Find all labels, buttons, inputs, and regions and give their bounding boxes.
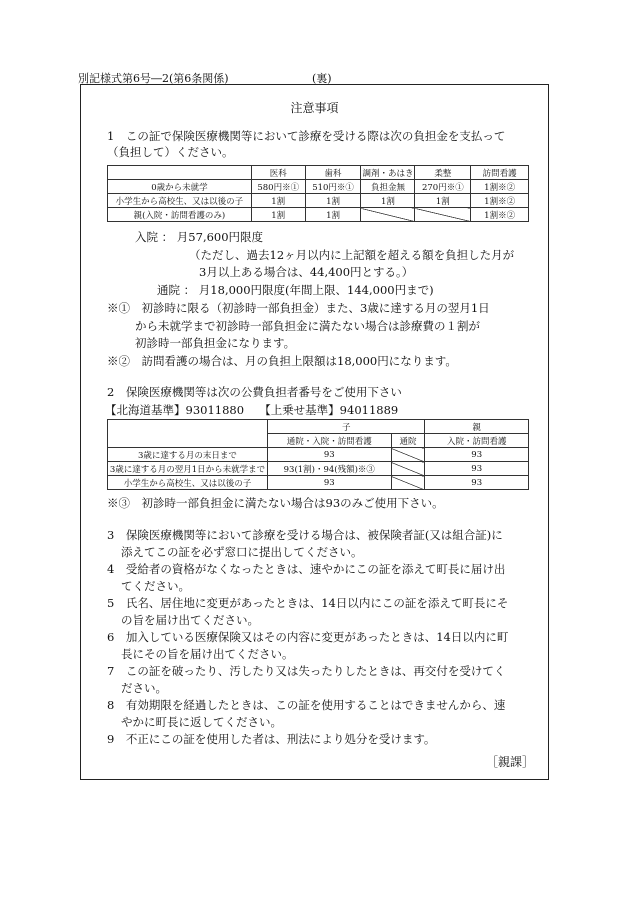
item-7-line2: ださい。 <box>121 681 167 695</box>
table-cell: 270円※① <box>415 180 471 194</box>
sub-header: 通院 <box>391 434 425 448</box>
table-row <box>108 208 529 222</box>
table-header: 調剤・あはき <box>361 166 415 180</box>
table-cell: 93 <box>267 476 391 490</box>
empty-cell <box>361 208 415 222</box>
row-label: 0歳から未就学 <box>108 180 252 194</box>
row-label: 3歳に達する月の末日まで <box>108 448 268 462</box>
table-cell: 1割 <box>305 194 361 208</box>
table-cell: 負担金無 <box>361 180 415 194</box>
table-cell: 1割※② <box>471 180 529 194</box>
nyuin-note-1: （ただし、過去12ヶ月以内に上記額を超える額を負担した月が <box>189 248 515 262</box>
department-label: ［親課］ <box>485 755 534 769</box>
note3: ※③ 初診時一部負担金に満たない場合は93のみご使用下さい。 <box>107 496 444 510</box>
table-header: 医科 <box>251 166 305 180</box>
nyuin-note-2: 3月以上ある場合は、44,400円とする。） <box>199 265 414 279</box>
table-row <box>108 462 529 476</box>
section2-numbers: 【北海道基準】93011880 【上乗せ基準】94011889 <box>105 403 399 417</box>
item-8-line2: やかに町長に返してください。 <box>121 715 282 729</box>
row-label: 小学生から高校生、又は以後の子 <box>108 476 268 490</box>
item-6-line1: 6 加入している医療保険又はその内容に変更があったときは、14日以内に町 <box>107 630 509 644</box>
item-3-line2: 添えてこの証を必ず窓口に提出してください。 <box>121 545 363 559</box>
table-header: 柔整 <box>415 166 471 180</box>
table-header: 訪問看護 <box>471 166 529 180</box>
table-row <box>108 194 529 208</box>
note1-line1: ※① 初診時に限る（初診時一部負担金）また、3歳に達する月の翌月1日 <box>107 301 490 315</box>
table-cell: 1割※② <box>471 194 529 208</box>
tsuin-limit: 通院 ： 月18,000円限度(年間上限、144,000円まで) <box>157 283 434 297</box>
note1-line3: 初診時一部負担金になります。 <box>135 336 296 350</box>
item-9-line1: 9 不正にこの証を使用した者は、刑法により処分を受けます。 <box>107 732 436 746</box>
empty-cell <box>391 448 425 462</box>
table-row <box>108 420 529 434</box>
table-cell: 93 <box>425 476 529 490</box>
table-row <box>108 448 529 462</box>
table-cell: 93 <box>425 462 529 476</box>
section1-line1: 1 この証で保険医療機関等において診療を受ける際は次の負担金を支払って <box>107 129 506 143</box>
notice-frame <box>80 84 549 780</box>
table-row <box>108 180 529 194</box>
row-label: 小学生から高校生、又は以後の子 <box>108 194 252 208</box>
group-header-child: 子 <box>267 420 424 434</box>
burden-table <box>107 165 529 222</box>
table-cell: 93 <box>267 448 391 462</box>
group-header-parent: 親 <box>425 420 529 434</box>
table-row <box>108 476 529 490</box>
table-cell: 1割 <box>361 194 415 208</box>
table-header: 歯科 <box>305 166 361 180</box>
table-cell: 93(1割)・94(残額)※③ <box>267 462 391 476</box>
row-label: 親(入院・訪問看護のみ) <box>108 208 252 222</box>
item-5-line1: 5 氏名、居住地に変更があったときは、14日以内にこの証を添えて町長にそ <box>107 596 509 610</box>
nyuin-limit: 入院 ： 月57,600円限度 <box>135 230 264 244</box>
table-cell: 1割 <box>251 194 305 208</box>
table-header-blank <box>108 420 268 448</box>
empty-cell <box>391 476 425 490</box>
empty-cell <box>391 462 425 476</box>
note2: ※② 訪問看護の場合は、月の負担上限額は18,000円になります。 <box>107 354 457 368</box>
table-cell: 1割※② <box>471 208 529 222</box>
item-6-line2: 長にその旨を届け出てください。 <box>121 647 294 661</box>
table-cell: 1割 <box>415 194 471 208</box>
section2-heading: 2 保険医療機関等は次の公費負担者番号をご使用下さい <box>107 385 402 399</box>
item-7-line1: 7 この証を破ったり、汚したり又は失ったりしたときは、再交付を受けてく <box>107 664 506 678</box>
note1-line2: から未就学まで初診時一部負担金に満たない場合は診療費の１割が <box>135 319 480 333</box>
table-header <box>108 166 252 180</box>
item-4-line2: てください。 <box>121 579 190 593</box>
empty-cell <box>415 208 471 222</box>
page-title: 注意事項 <box>290 101 339 115</box>
item-5-line2: の旨を届け出てください。 <box>121 613 259 627</box>
table-row <box>108 166 529 180</box>
sub-header: 通院・入院・訪問看護 <box>267 434 391 448</box>
section1-line2: （負担して）ください。 <box>107 145 234 159</box>
item-4-line1: 4 受給者の資格がなくなったときは、速やかにこの証を添えて町長に届け出 <box>107 562 506 576</box>
table-cell: 1割 <box>305 208 361 222</box>
public-expense-table <box>107 419 529 490</box>
table-cell: 510円※① <box>305 180 361 194</box>
side-label: (裏) <box>312 72 332 85</box>
row-label: 3歳に達する月の翌月1日から未就学まで <box>108 462 268 476</box>
form-number: 別記様式第6号―2(第6条関係) <box>78 72 229 85</box>
sub-header: 入院・訪問看護 <box>425 434 529 448</box>
table-cell: 580円※① <box>251 180 305 194</box>
item-3-line1: 3 保険医療機関等において診療を受ける場合は、被保険者証(又は組合証)に <box>107 528 503 542</box>
table-cell: 1割 <box>251 208 305 222</box>
table-cell: 93 <box>425 448 529 462</box>
item-8-line1: 8 有効期限を経過したときは、この証を使用することはできませんから、速 <box>107 698 506 712</box>
